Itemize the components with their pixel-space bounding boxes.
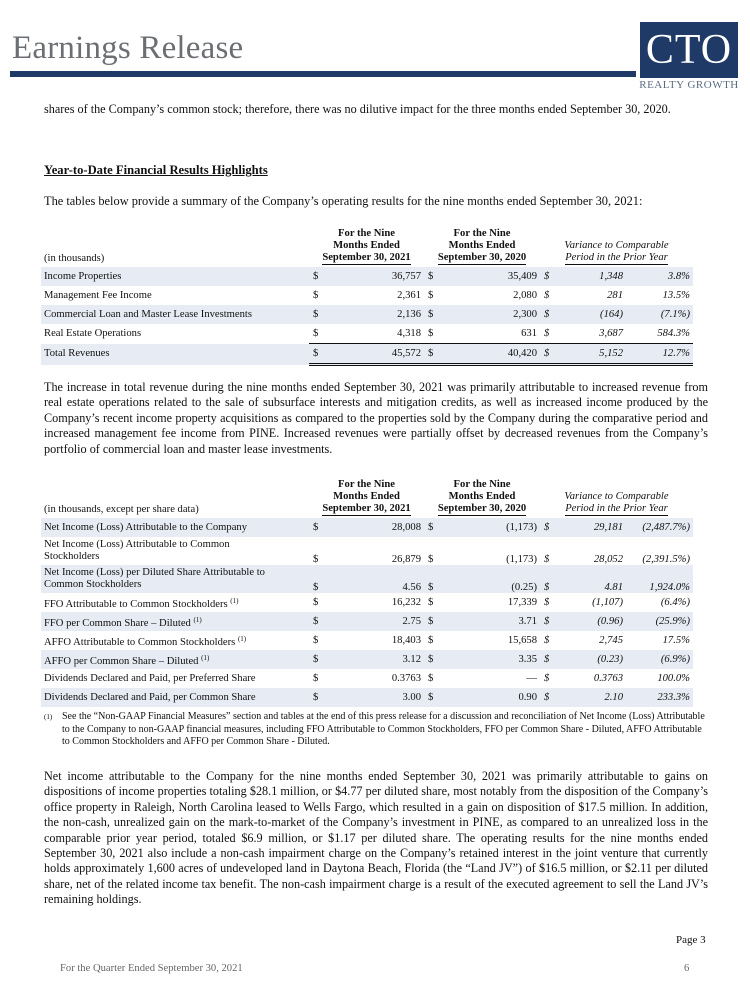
row-label-line: Net Income (Loss) Attributable to Common <box>44 539 230 550</box>
table-label-header: (in thousands) <box>44 253 105 264</box>
footnote-text: See the “Non-GAAP Financial Measures” section and tables at the end of this press release for a discussion and reconciliation of Net Income (Loss) Attributable to the Company to non-GAAP financial measures, including FFO Attributable to Common Stockholders, FFO per Common Share - Diluted, AFFO Attributable to Common Stockholders and AFFO per Common Share - Diluted. <box>62 711 705 748</box>
variance-value: (1,107) <box>592 597 623 608</box>
row-label: Income Properties <box>41 267 309 286</box>
footer-page-number: 6 <box>684 963 690 974</box>
variance-pct: (25.9%) <box>626 612 693 631</box>
currency: $ <box>540 518 570 537</box>
table-row <box>41 565 693 593</box>
row-label <box>41 518 309 537</box>
row-label: Management Fee Income <box>44 289 152 301</box>
value-2021: 2,136 <box>339 305 424 324</box>
row-label: Total Revenues <box>41 344 309 365</box>
header-line: For the Nine <box>338 479 395 490</box>
row-label-line: Stockholders <box>44 551 100 562</box>
col-variance-header <box>540 474 693 518</box>
currency: $ <box>424 267 454 286</box>
currency: $ <box>540 305 570 324</box>
variance-pct: (7.1%) <box>626 305 693 324</box>
revenue-table <box>41 225 693 366</box>
currency: $ <box>540 612 570 631</box>
total-row <box>41 344 693 365</box>
currency: $ <box>544 673 550 684</box>
header-line: Period in the Prior Year <box>565 503 668 514</box>
intro-section <box>44 102 708 117</box>
footnote-ref: (1) <box>193 615 202 624</box>
variance-pct: (6.9%) <box>626 650 693 669</box>
currency: $ <box>428 554 434 565</box>
value-2020: 35,409 <box>454 267 540 286</box>
footnote-mark: (1) <box>44 713 53 721</box>
value-2021: 2,361 <box>397 290 421 301</box>
variance-pct: 233.3% <box>626 688 693 707</box>
col-2020-header <box>424 474 540 518</box>
col-2021-header <box>309 225 424 267</box>
value-2020: (1,173) <box>506 554 537 565</box>
header-line: Variance to Comparable <box>564 240 669 251</box>
header-line: Months Ended <box>333 240 400 251</box>
row-label <box>41 593 309 612</box>
table-row <box>41 518 693 537</box>
currency: $ <box>424 518 454 537</box>
table-row <box>41 593 693 612</box>
table-row <box>41 688 693 707</box>
variance-value: 1,348 <box>570 267 626 286</box>
value-2020: 0.90 <box>454 688 540 707</box>
currency: $ <box>540 650 570 669</box>
variance-value: (0.23) <box>570 650 626 669</box>
variance-pct: 17.5% <box>662 635 690 646</box>
row-label <box>41 669 309 688</box>
table-row <box>41 612 693 631</box>
variance-value: 2,745 <box>599 635 623 646</box>
value-2020: 3.71 <box>454 612 540 631</box>
footnote <box>44 711 708 749</box>
row-label-line: FFO Attributable to Common Stockholders <box>44 598 228 610</box>
row-label: Commercial Loan and Master Lease Investments <box>41 305 309 324</box>
value-2021: 3.12 <box>339 650 424 669</box>
currency: $ <box>544 597 550 608</box>
value-2020: 40,420 <box>454 344 540 365</box>
net-income-commentary: Net income attributable to the Company for the nine months ended September 30, 2021 was primarily attributable to gains on dispositions of income properties totaling $28.1 million, or $4.77 per diluted share, most notably from the disposition of the Company’s office property in Raleigh, North Carolina leased to Wells Fargo, which resulted in a gain on disposition of $17.5 million. In addition, the non-cash, unrealized gain on the mark-to-market of the Company’s investment in PINE, as compared to an unrealized loss in the comparable prior year period, totaled $6.9 million, or $1.17 per diluted share. The operating results for the nine months ended September 30, 2021 also include a non-cash impairment charge on the Company’s retained interest in the joint venture that currently holds approximately 1,600 acres of undeveloped land in Daytona Beach, Florida (the “Land JV”) of $16.5 million, or $2.11 per diluted share, net of the related income tax benefit. The non-cash impairment charge is a result of the executed agreement to sell the Land JV’s remaining holdings. <box>44 769 708 907</box>
row-label-line: AFFO Attributable to Common Stockholders <box>44 636 236 648</box>
variance-value: (164) <box>570 305 626 324</box>
header-line: For the Nine <box>453 228 511 239</box>
row-label-line: Dividends Declared and Paid, per Preferred Share <box>44 672 256 684</box>
currency: $ <box>313 673 319 684</box>
value-2021: 16,232 <box>391 597 421 608</box>
row-label-line: Net Income (Loss) per Diluted Share Attributable to <box>44 567 265 578</box>
footnote-ref: (1) <box>201 653 210 662</box>
revenue-commentary: The increase in total revenue during the nine months ended September 30, 2021 was primarily attributable to increased revenue from real estate operations related to the sale of subsurface interests and mitigation credits, as well as increased income produced by the Company’s recent income property acquisitions as compared to the properties sold by the Company during the comparative period and increased management fee income from PINE. Increased revenues were partially offset by decreased revenues from the Company’s portfolio of commercial loan and master lease investments. <box>44 380 708 456</box>
table-row <box>41 669 693 688</box>
table-row <box>41 305 693 324</box>
page-title: Earnings Release <box>12 30 244 66</box>
currency: $ <box>540 688 570 707</box>
section-heading: Year-to-Date Financial Results Highlights <box>44 163 268 177</box>
value-2021: 18,403 <box>391 635 421 646</box>
row-label <box>41 565 309 593</box>
variance-value: 28,052 <box>593 554 623 565</box>
header-line: For the Nine <box>338 228 395 239</box>
currency: $ <box>309 565 339 593</box>
currency: $ <box>309 267 339 286</box>
currency: $ <box>428 290 434 301</box>
variance-value: (0.96) <box>570 612 626 631</box>
value-2020: 15,658 <box>507 635 537 646</box>
currency: $ <box>428 635 434 646</box>
variance-pct: (6.4%) <box>660 597 690 608</box>
value-2021: 3.00 <box>339 688 424 707</box>
currency: $ <box>540 267 570 286</box>
header-line: September 30, 2020 <box>437 252 527 263</box>
logo-tagline: REALTY GROWTH <box>639 79 739 91</box>
table-row <box>41 650 693 669</box>
value-2020: (0.25) <box>454 565 540 593</box>
value-2021: 45,572 <box>339 344 424 365</box>
table-row <box>41 286 693 305</box>
row-label <box>41 537 309 565</box>
value-2020: (1,173) <box>454 518 540 537</box>
row-label <box>41 612 309 631</box>
table-header-row <box>41 225 693 267</box>
currency: $ <box>313 328 319 339</box>
currency: $ <box>313 554 319 565</box>
currency: $ <box>540 344 570 365</box>
variance-pct: (2,487.7%) <box>626 518 693 537</box>
table-row <box>41 537 693 565</box>
currency: $ <box>309 688 339 707</box>
col-2020-header <box>424 225 540 267</box>
currency: $ <box>313 290 319 301</box>
currency: $ <box>544 635 550 646</box>
variance-pct: 100.0% <box>657 673 690 684</box>
row-label <box>41 650 309 669</box>
value-2021: 4.56 <box>339 565 424 593</box>
logo-text: CTO <box>645 27 733 73</box>
company-logo <box>640 22 738 78</box>
currency: $ <box>544 554 550 565</box>
table-label-header: (in thousands, except per share data) <box>44 504 199 515</box>
variance-pct: 13.5% <box>662 290 690 301</box>
value-2020: 2,080 <box>513 290 537 301</box>
variance-value: 0.3763 <box>593 673 623 684</box>
variance-value: 2.10 <box>570 688 626 707</box>
currency: $ <box>424 688 454 707</box>
value-2021: 4,318 <box>397 328 421 339</box>
row-label-line: AFFO per Common Share – Diluted <box>44 655 199 667</box>
table-row <box>41 631 693 650</box>
header-line: Months Ended <box>333 491 400 502</box>
currency: $ <box>424 565 454 593</box>
currency: $ <box>428 328 434 339</box>
value-2021: 36,757 <box>339 267 424 286</box>
currency: $ <box>424 650 454 669</box>
variance-value: 3,687 <box>599 328 623 339</box>
currency: $ <box>309 612 339 631</box>
value-2020: — <box>526 673 537 684</box>
currency: $ <box>309 650 339 669</box>
header-line: September 30, 2021 <box>322 252 411 263</box>
variance-pct: 1,924.0% <box>626 565 693 593</box>
currency: $ <box>428 673 434 684</box>
row-label <box>41 631 309 650</box>
row-label-line: Dividends Declared and Paid, per Common Share <box>44 691 256 703</box>
currency: $ <box>309 518 339 537</box>
table-row <box>41 267 693 286</box>
row-label-line: FFO per Common Share – Diluted <box>44 617 191 629</box>
value-2020: 2,300 <box>454 305 540 324</box>
variance-pct: 3.8% <box>626 267 693 286</box>
footnote-ref: (1) <box>230 596 239 605</box>
currency: $ <box>540 565 570 593</box>
intro-paragraph: shares of the Company’s common stock; therefore, there was no dilutive impact for the three months ended September 30, 2020. <box>44 102 671 116</box>
variance-pct: 584.3% <box>657 328 690 339</box>
value-2021: 28,008 <box>339 518 424 537</box>
currency: $ <box>424 305 454 324</box>
header-line: For the Nine <box>453 479 511 490</box>
col-2021-header <box>309 474 424 518</box>
currency: $ <box>424 344 454 365</box>
table-row <box>41 324 693 344</box>
header-line: September 30, 2021 <box>322 503 411 514</box>
value-2021: 0.3763 <box>391 673 421 684</box>
value-2021: 2.75 <box>339 612 424 631</box>
row-label: Real Estate Operations <box>44 327 142 339</box>
header-line: Months Ended <box>448 491 516 502</box>
row-label-line: Common Stockholders <box>44 579 142 590</box>
row-label-line: Net Income (Loss) Attributable to the Company <box>44 521 248 533</box>
table-header-row <box>41 474 693 518</box>
variance-pct: 12.7% <box>626 344 693 365</box>
header-line: Variance to Comparable <box>564 491 669 502</box>
header-line: September 30, 2020 <box>437 503 527 514</box>
value-2020: 631 <box>521 328 537 339</box>
col-variance-header <box>540 225 693 267</box>
value-2020: 3.35 <box>454 650 540 669</box>
variance-value: 29,181 <box>570 518 626 537</box>
currency: $ <box>544 328 550 339</box>
value-2020: 17,339 <box>507 597 537 608</box>
currency: $ <box>428 597 434 608</box>
currency: $ <box>544 290 550 301</box>
footnote-ref: (1) <box>237 634 247 643</box>
variance-value: 4.81 <box>570 565 626 593</box>
footer-period: For the Quarter Ended September 30, 2021 <box>60 963 243 974</box>
currency: $ <box>309 305 339 324</box>
header-line: Months Ended <box>448 240 516 251</box>
row-label <box>41 688 309 707</box>
tables-intro: The tables below provide a summary of the Company’s operating results for the nine months ended September 30, 2021: <box>44 194 643 208</box>
currency: $ <box>313 635 319 646</box>
currency: $ <box>309 344 339 365</box>
value-2021: 26,879 <box>391 554 421 565</box>
variance-value: 5,152 <box>570 344 626 365</box>
income-table <box>41 474 693 707</box>
variance-value: 281 <box>607 290 623 301</box>
header-line: Period in the Prior Year <box>565 252 668 263</box>
variance-pct: (2,391.5%) <box>642 554 690 565</box>
page-label: Page 3 <box>676 934 706 946</box>
currency: $ <box>424 612 454 631</box>
currency: $ <box>313 597 319 608</box>
header-rule <box>10 71 636 77</box>
